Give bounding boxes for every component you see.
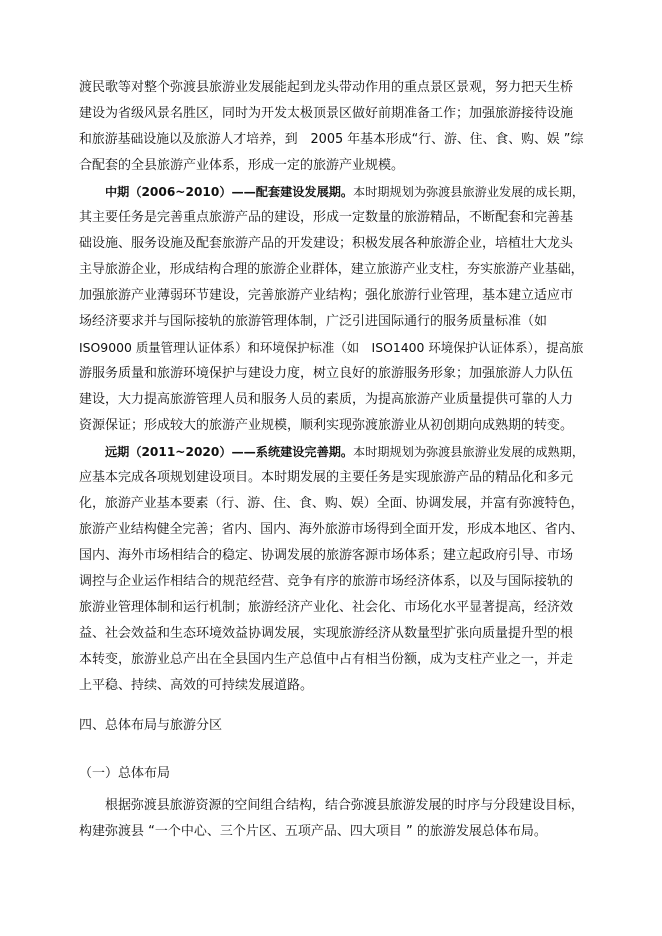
- text-line: 主导旅游企业，形成结构合理的旅游企业群体，建立旅游产业支柱，夯实旅游产业基础，: [79, 262, 584, 277]
- text-line: 建设为省级风景名胜区，同时为开发太极顶景区做好前期准备工作；加强旅游接待设施: [79, 106, 574, 121]
- text-line: 国内、海外市场相结合的稳定、协调发展的旅游客源市场体系；建立起政府引导、市场: [79, 548, 574, 563]
- text-line: [105, 183, 584, 201]
- text-line: 其主要任务是完善重点旅游产品的建设，形成一定数量的旅游精品，不断配套和完善基: [79, 210, 574, 225]
- text-line: [105, 443, 584, 461]
- long-term-first-line: 本时期规划为弥渡县旅游业发展的成熟期，: [353, 445, 585, 459]
- text-line: 本转变，旅游业总产出在全县国内生产总值中占有相当份额，成为支柱产业之一，并走: [79, 652, 574, 667]
- text-line: 上平稳、持续、高效的可持续发展道路。: [79, 678, 314, 693]
- text-line: 旅游产业结构健全完善；省内、国内、海外旅游市场得到全面开发，形成本地区、省内、: [79, 522, 584, 537]
- text-line: 应基本完成各项规划建设项目。本时期发展的主要任务是实现旅游产品的精品化和多元: [79, 470, 574, 485]
- long-term-heading: 远期（2011~2020）——系统建设完善期。: [105, 445, 354, 459]
- text-line: 游服务质量和旅游环境保护与建设力度，树立良好的旅游服务形象；加强旅游人力队伍: [79, 366, 574, 381]
- section-heading: 四、总体布局与旅游分区: [79, 718, 223, 733]
- text-line: 旅游业管理体制和运行机制；旅游经济产业化、社会化、市场化水平显著提高，经济效: [79, 600, 574, 615]
- text-line: 构建弥渡县 “一个中心、三个片区、五项产品、四大项目 ” 的旅游发展总体布局。: [79, 824, 547, 839]
- text-line: 渡民歌等对整个弥渡县旅游业发展能起到龙头带动作用的重点景区景观，努力把天生桥: [79, 80, 574, 95]
- text-line: 和旅游基础设施以及旅游人才培养，到 2005 年基本形成“行、游、住、食、购、娱 ”综: [79, 132, 584, 147]
- mid-term-heading: 中期（2006~2010）——配套建设发展期。: [105, 185, 354, 199]
- text-line: 建设，大力提高旅游管理人员和服务人员的素质，为提高旅游产业质量提供可靠的人力: [79, 392, 574, 407]
- text-line: 加强旅游产业薄弱环节建设，完善旅游产业结构；强化旅游行业管理，基本建立适应市: [79, 288, 574, 303]
- text-line: 调控与企业运作相结合的规范经营、竞争有序的旅游市场经济体系，以及与国际接轨的: [79, 574, 574, 589]
- text-line: 础设施、服务设施及配套旅游产品的开发建设；积极发展各种旅游企业，培植壮大龙头: [79, 236, 574, 251]
- subsection-heading: （一）总体布局: [79, 766, 171, 781]
- text-line: ISO9000 质量管理认证体系）和环境保护标准（如 ISO1400 环境保护认证体系），提高旅: [79, 340, 584, 355]
- text-line: 益、社会效益和生态环境效益协调发展，实现旅游经济从数量型扩张向质量提升型的根: [79, 626, 574, 641]
- mid-term-first-line: 本时期规划为弥渡县旅游业发展的成长期，: [353, 185, 585, 199]
- text-line: 资源保证；形成较大的旅游产业规模，顺利实现弥渡旅游业从初创期向成熟期的转变。: [79, 418, 574, 433]
- text-line: 场经济要求并与国际接轨的旅游管理体制，广泛引进国际通行的服务质量标准（如: [79, 314, 548, 329]
- text-line: 化，旅游产业基本要素（行、游、住、食、购、娱）全面、协调发展，并富有弥渡特色，: [79, 496, 584, 511]
- text-line: 合配套的全县旅游产业体系，形成一定的旅游产业规模。: [79, 158, 405, 173]
- text-line: 根据弥渡县旅游资源的空间组合结构，结合弥渡县旅游发展的时序与分段建设目标，: [105, 798, 584, 813]
